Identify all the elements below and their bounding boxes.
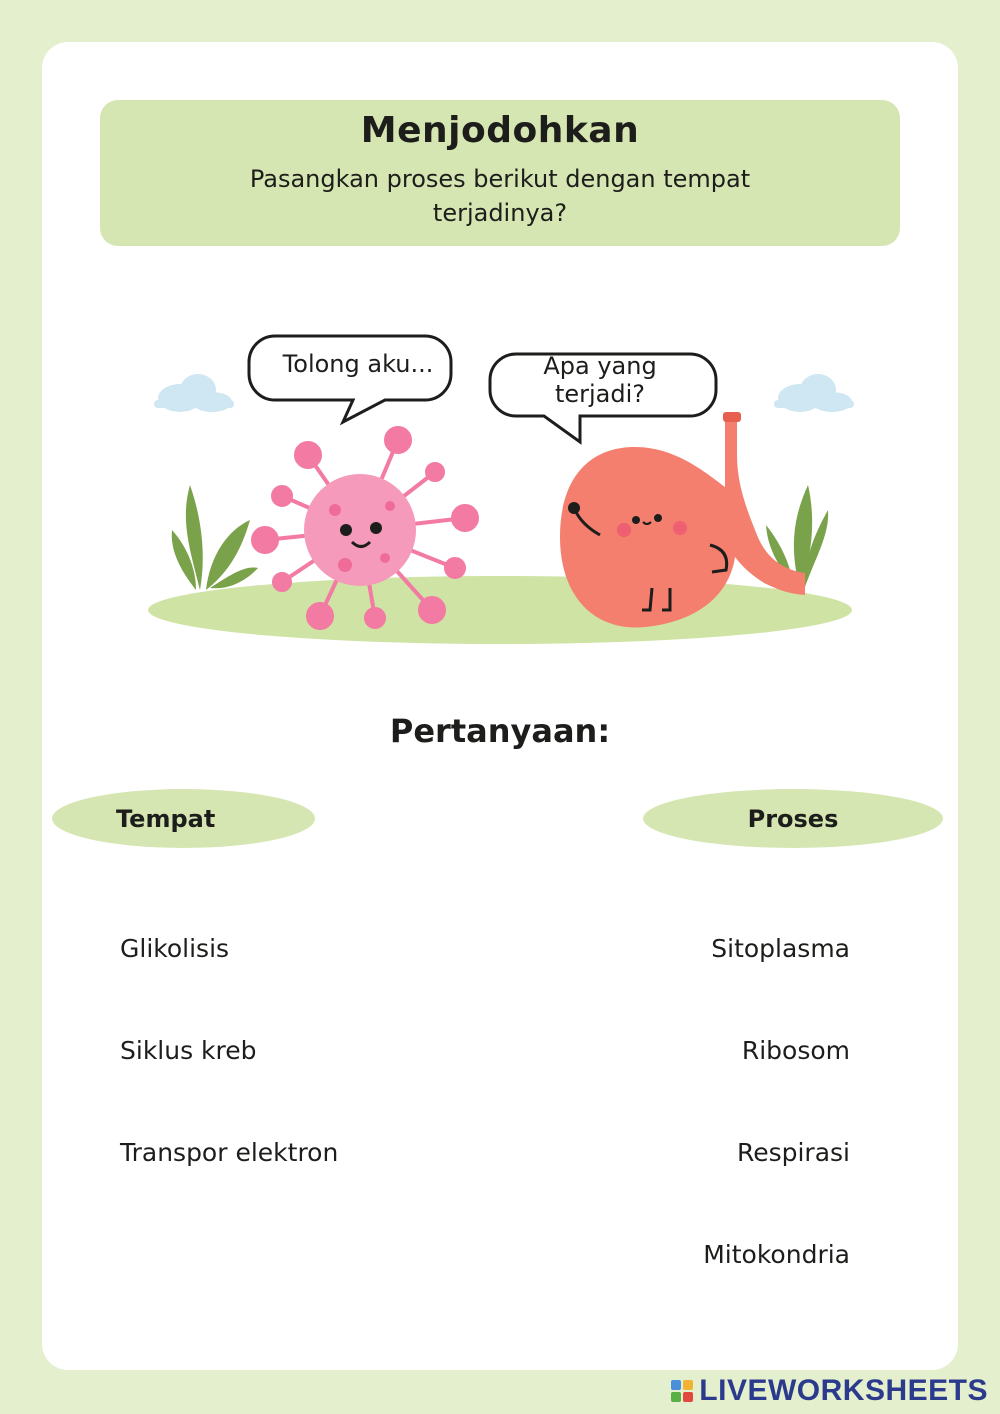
illustration: [140, 320, 860, 660]
speech-bubble-right-text: Apa yang terjadi?: [543, 352, 657, 408]
plant-left-icon: [172, 485, 258, 590]
column-header-proses-label: Proses: [747, 804, 839, 833]
right-item[interactable]: Mitokondria: [703, 1240, 850, 1269]
liveworksheets-grid-icon: [671, 1380, 693, 1402]
column-header-proses: [643, 789, 943, 848]
right-item[interactable]: Respirasi: [736, 1138, 850, 1167]
cloud-left-icon: [154, 374, 234, 412]
page-title: Menjodohkan: [360, 110, 640, 151]
column-header-tempat: [52, 789, 315, 848]
column-header-tempat-label: Tempat: [116, 804, 216, 833]
right-item[interactable]: Ribosom: [741, 1036, 850, 1065]
left-item[interactable]: Glikolisis: [120, 934, 230, 963]
ground: [148, 576, 852, 644]
left-item[interactable]: Transpor elektron: [120, 1138, 339, 1167]
liveworksheets-brand: LIVEWORKSHEETS: [699, 1374, 988, 1407]
speech-bubble-left: [249, 336, 451, 422]
cloud-right-icon: [774, 374, 854, 412]
speech-bubble-left-text: Tolong aku...: [282, 350, 434, 378]
page-subtitle: Pasangkan proses berikut dengan tempat terjadinya?: [249, 165, 751, 227]
left-item[interactable]: Siklus kreb: [120, 1036, 257, 1065]
question-title: Pertanyaan:: [389, 712, 611, 750]
liveworksheets-logo[interactable]: [671, 1374, 988, 1408]
right-item[interactable]: Sitoplasma: [711, 934, 850, 963]
